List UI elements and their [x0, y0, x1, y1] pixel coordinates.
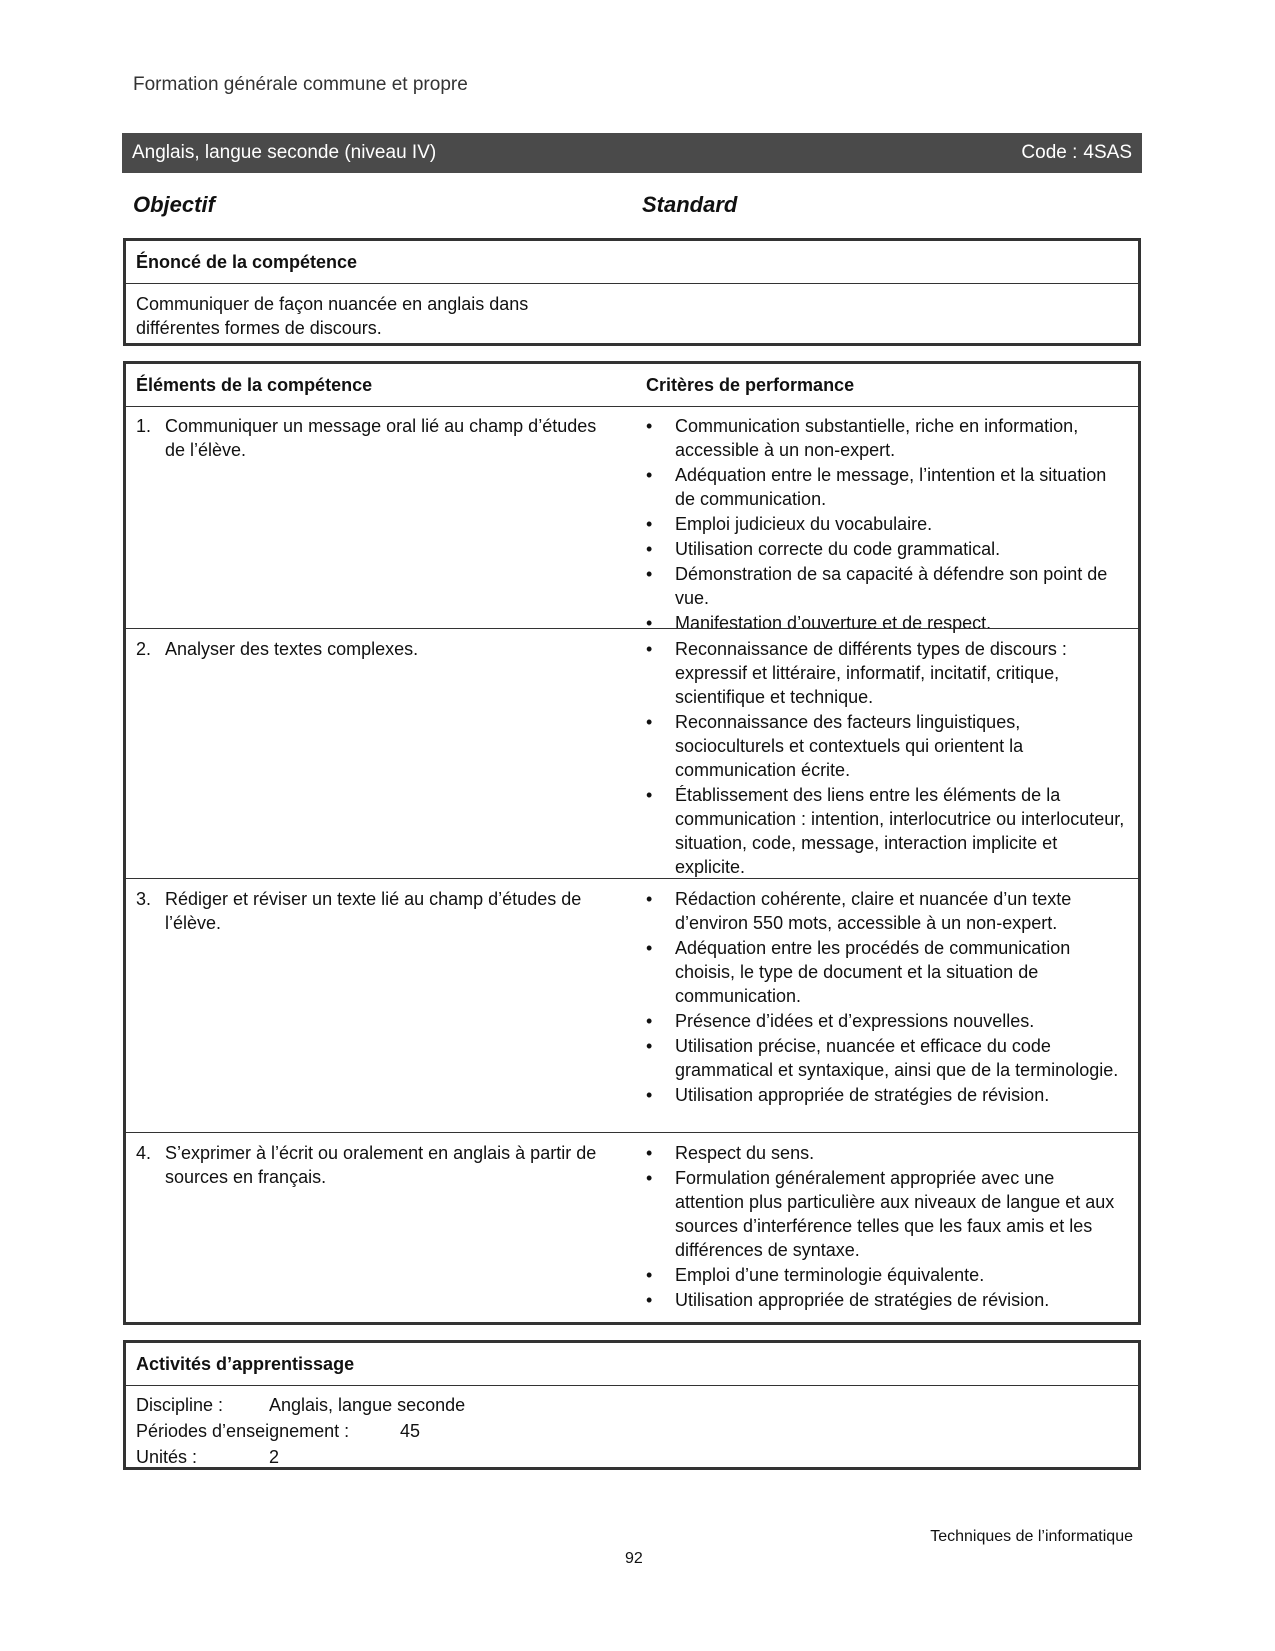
elements-heading: Éléments de la compétence: [136, 374, 373, 395]
unites-label: Unités :: [136, 1447, 198, 1467]
list-item: • Présence d’idées et d’expressions nouvelles.: [646, 1009, 1126, 1033]
element-text: [136, 637, 616, 661]
page-header-title: Formation générale commune et propre: [133, 74, 468, 95]
element-text: [136, 414, 616, 462]
list-item: • Adéquation entre les procédés de communication choisis, le type de document et la situation de communication.: [646, 936, 1126, 1008]
periodes-label: Périodes d’enseignement :: [136, 1421, 350, 1441]
criteria-list: [646, 1141, 1126, 1313]
list-item: • Utilisation correcte du code grammatical.: [646, 537, 1126, 561]
activites-body: [126, 1386, 1138, 1476]
list-item: • Emploi d’une terminologie équivalente.: [646, 1263, 1126, 1287]
unites-line: [136, 1444, 1128, 1470]
element-number: 4.: [136, 1143, 152, 1163]
elements-table: [123, 361, 1141, 1325]
list-item: • Reconnaissance des facteurs linguistiques, socioculturels et contextuels qui orientent la communication écrite.: [646, 710, 1126, 782]
course-code-group: [1021, 142, 1132, 164]
activites-heading: Activités d’apprentissage: [126, 1343, 1138, 1386]
element-description: S’exprimer à l’écrit ou oralement en anglais à partir de sources en français.: [165, 1143, 597, 1187]
element-number: 3.: [136, 889, 152, 909]
course-code: 4SAS: [1083, 142, 1132, 163]
enonce-box: [123, 238, 1141, 346]
list-item: • Utilisation appropriée de stratégies de révision.: [646, 1288, 1126, 1312]
element-description: Analyser des textes complexes.: [165, 639, 419, 659]
standard-heading: Standard: [642, 192, 738, 217]
element-number: 1.: [136, 416, 152, 436]
list-item: • Respect du sens.: [646, 1141, 1126, 1165]
criteria-list: [646, 887, 1126, 1108]
list-item: • Emploi judicieux du vocabulaire.: [646, 512, 1126, 536]
element-number: 2.: [136, 639, 152, 659]
periodes-line: [136, 1418, 1128, 1444]
elements-table-header: [126, 364, 1138, 407]
list-item: • Adéquation entre le message, l’intention et la situation de communication.: [646, 463, 1126, 511]
list-item: • Rédaction cohérente, claire et nuancée d’un texte d’environ 550 mots, accessible à un non-expert.: [646, 887, 1126, 935]
footer-program: Techniques de l’informatique: [930, 1528, 1133, 1545]
unites-value: 2: [269, 1447, 280, 1467]
table-row: [126, 406, 1138, 633]
list-item: • Reconnaissance de différents types de discours : expressif et littéraire, informatif, incitatif, critique, scientifique et technique.: [646, 637, 1126, 709]
list-item: • Communication substantielle, riche en information, accessible à un non-expert.: [646, 414, 1126, 462]
objectif-heading: Objectif: [133, 192, 215, 217]
enonce-text: Communiquer de façon nuancée en anglais dans différentes formes de discours.: [136, 294, 529, 338]
criteres-heading: Critères de performance: [646, 374, 855, 395]
table-row: [126, 628, 1138, 878]
element-text: [136, 1141, 616, 1189]
list-item: • Manifestation d’ouverture et de respect.: [646, 611, 1126, 635]
element-description: Rédiger et réviser un texte lié au champ d’études de l’élève.: [165, 889, 582, 933]
activites-box: [123, 1340, 1141, 1470]
course-code-label: Code :: [1021, 142, 1078, 163]
criteria-list: [646, 637, 1126, 880]
criteria-list: [646, 414, 1126, 636]
course-name: Anglais, langue seconde (niveau IV): [132, 142, 437, 163]
page-number: 92: [625, 1550, 643, 1567]
list-item: • Établissement des liens entre les éléments de la communication : intention, interlocutrice ou interlocuteur, situation, code, message, interaction implicite et explicite.: [646, 783, 1126, 879]
discipline-label: Discipline :: [136, 1395, 224, 1415]
element-description: Communiquer un message oral lié au champ d’études de l’élève.: [165, 416, 597, 460]
discipline-line: [136, 1392, 1128, 1418]
list-item: • Utilisation appropriée de stratégies de révision.: [646, 1083, 1126, 1107]
list-item: • Formulation généralement appropriée avec une attention plus particulière aux niveaux de langue et aux sources d’interférence telles que les faux amis et les différences de syntaxe.: [646, 1166, 1126, 1262]
enonce-heading: Énoncé de la compétence: [126, 241, 1138, 284]
course-title-bar: [122, 133, 1142, 173]
table-row: [126, 1132, 1138, 1322]
element-text: [136, 887, 616, 935]
list-item: • Utilisation précise, nuancée et efficace du code grammatical et syntaxique, ainsi que de la terminologie.: [646, 1034, 1126, 1082]
table-row: [126, 878, 1138, 1132]
list-item: • Démonstration de sa capacité à défendre son point de vue.: [646, 562, 1126, 610]
periodes-value: 45: [400, 1421, 421, 1441]
discipline-value: Anglais, langue seconde: [269, 1395, 466, 1415]
